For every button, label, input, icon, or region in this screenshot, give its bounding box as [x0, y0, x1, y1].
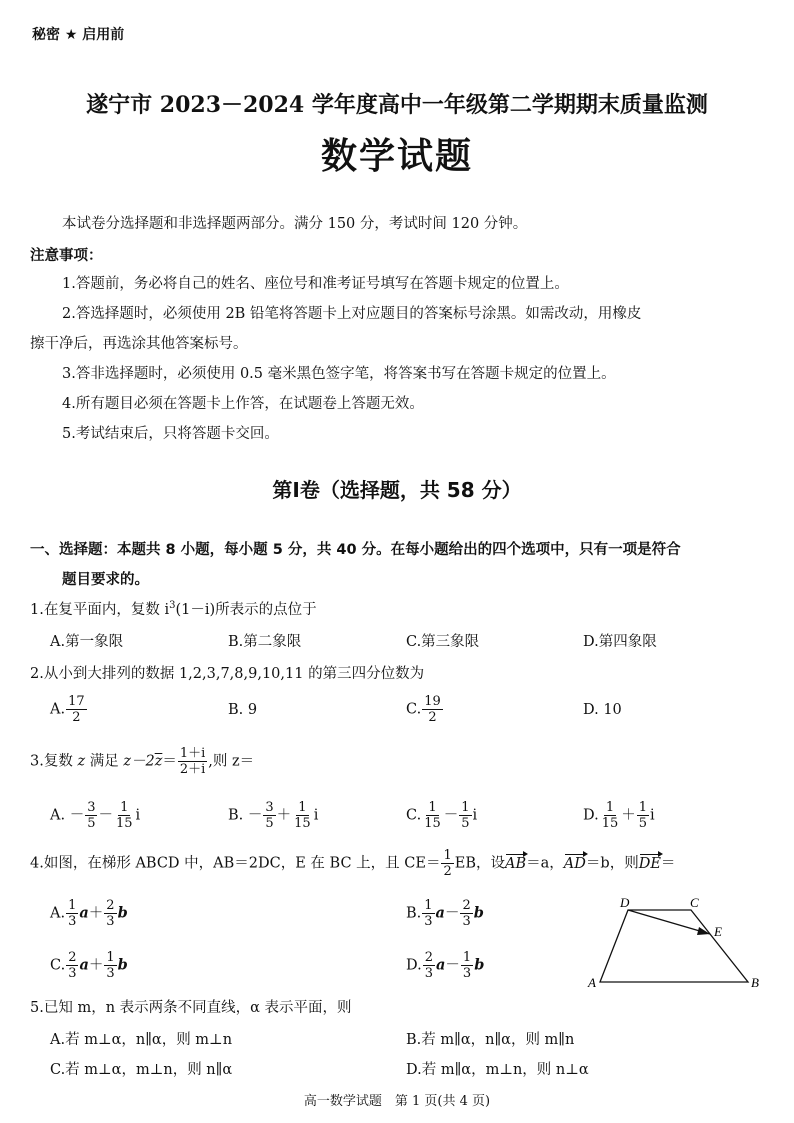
- notice-item: 1.答题前，务必将自己的姓名、座位号和准考证号填写在答题卡规定的位置上。: [62, 276, 569, 292]
- q2-option-c: C. $\frac{19}{2}$: [406, 694, 441, 725]
- q4-option-b: B. $\frac{1}{3}$ a－ $\frac{2}{3}$ b: [406, 898, 484, 929]
- q3-option-c: C. $\frac{1}{15}$ － $\frac{1}{5}$ i: [406, 800, 478, 831]
- q4-option-c: C. $\frac{2}{3}$ a＋ $\frac{1}{3}$ b: [50, 950, 128, 981]
- notice-item: 2.答选择题时，必须使用 2B 铅笔将答题卡上对应题目的答案标号涂黑。如需改动，用橡皮: [62, 306, 642, 322]
- q1-option-d: D.第四象限: [583, 634, 657, 650]
- q2-option-b: B. 9: [228, 702, 258, 718]
- page-footer: 高一数学试题 第 1 页(共 4 页): [303, 1094, 491, 1109]
- label-b: B: [751, 975, 759, 990]
- section-title: 第Ⅰ卷（选择题，共 58 分）: [272, 478, 522, 502]
- question-1-stem: 1.在复平面内，复数 $i^3(1-i)$所表示的点位于: [30, 600, 317, 618]
- q1-option-a: A.第一象限: [50, 634, 124, 650]
- confidential-label: 秘密 ★ 启用前: [32, 27, 125, 43]
- notice-item: 擦干净后，再选涂其他答案标号。: [30, 336, 248, 352]
- trapezoid-figure: [584, 894, 766, 994]
- q5-option-d: D.若 m∥α，m⊥n，则 n⊥α: [406, 1062, 589, 1078]
- q2-option-a: A. $\frac{17}{2}$: [50, 694, 85, 725]
- q1-option-b: B.第二象限: [228, 634, 302, 650]
- notice-heading: 注意事项：: [30, 248, 103, 264]
- part-heading-cont: 题目要求的。: [62, 572, 149, 588]
- part-heading: 一、选择题：本题共 8 小题，每小题 5 分，共 40 分。在每小题给出的四个选项中，只有一项是符合: [30, 542, 681, 558]
- exam-title: 遂宁市 2023－2024 学年度高中一年级第二学期期末质量监测: [86, 92, 708, 118]
- trapezoid-abcd: [600, 910, 748, 982]
- q5-option-b: B.若 m∥α，n∥α，则 m∥n: [406, 1032, 575, 1048]
- q2-option-d: D. 10: [583, 702, 622, 718]
- label-c: C: [690, 895, 699, 910]
- q5-option-a: A.若 m⊥α，n∥α，则 m⊥n: [50, 1032, 233, 1048]
- label-a: A: [588, 975, 596, 990]
- q3-option-a: A. － $\frac{3}{5}$ － $\frac{1}{15}$ i: [50, 800, 141, 831]
- question-5-stem: 5.已知 m，n 表示两条不同直线，α 表示平面，则: [30, 1000, 352, 1016]
- q1-option-c: C.第三象限: [406, 634, 480, 650]
- subject-title: 数学试题: [320, 135, 473, 177]
- q5-option-c: C.若 m⊥α，m⊥n，则 n∥α: [50, 1062, 233, 1078]
- question-2-stem: 2.从小到大排列的数据 1,2,3,7,8,9,10,11 的第三四分位数为: [30, 666, 425, 682]
- q4-option-d: D. $\frac{2}{3}$ a－ $\frac{1}{3}$ b: [406, 950, 485, 981]
- notice-item: 5.考试结束后，只将答题卡交回。: [62, 426, 279, 442]
- label-d: D: [620, 895, 630, 910]
- intro-text: 本试卷分选择题和非选择题两部分。满分 150 分，考试时间 120 分钟。: [62, 216, 528, 232]
- question-4-stem: 4.如图，在梯形 ABCD 中，AB＝2DC，E 在 BC 上，且 CE＝ $\frac{1}{2}$ EB，设AB＝a，AD＝b，则DE＝: [30, 848, 676, 879]
- question-3-stem: 3.复数 z 满足 $z-2\overline{z}=$ $\frac{1+i}{2+i}$ ,则 z＝: [30, 746, 255, 777]
- notice-item: 4.所有题目必须在答题卡上作答，在试题卷上答题无效。: [62, 396, 424, 412]
- notice-item: 3.答非选择题时，必须使用 0.5 毫米黑色签字笔，将答案书写在答题卡规定的位置上。: [62, 366, 616, 382]
- q3-option-b: B. － $\frac{3}{5}$ ＋ $\frac{1}{15}$ i: [228, 800, 319, 831]
- segment-de: [628, 910, 710, 934]
- label-e: E: [714, 924, 722, 939]
- q4-option-a: A. $\frac{1}{3}$ a＋ $\frac{2}{3}$ b: [50, 898, 128, 929]
- q3-option-d: D. $\frac{1}{15}$ ＋ $\frac{1}{5}$ i: [583, 800, 655, 831]
